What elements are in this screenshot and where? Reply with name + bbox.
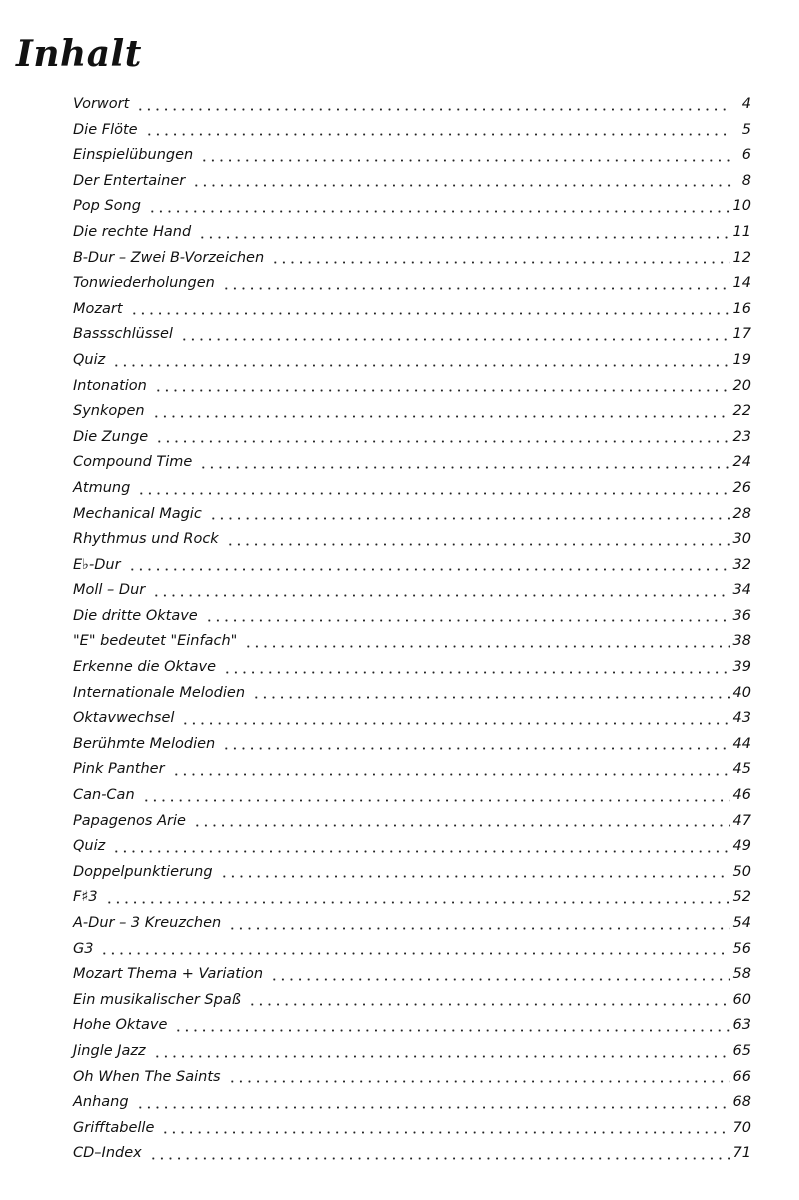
toc-entry-page-number: 30 xyxy=(732,531,751,548)
toc-entry xyxy=(73,860,751,886)
dot-leader xyxy=(223,671,730,674)
toc-entry xyxy=(73,757,751,783)
toc-entry-page-number: 39 xyxy=(732,659,751,676)
dot-leader xyxy=(199,466,729,469)
toc-entry xyxy=(73,1116,751,1142)
dot-leader xyxy=(105,901,730,904)
toc-entry-page-number: 56 xyxy=(732,940,751,957)
toc-entry-title: Doppelpunktierung xyxy=(73,863,213,880)
dot-leader xyxy=(153,1055,730,1058)
toc-entry xyxy=(73,502,751,528)
dot-leader xyxy=(271,261,729,264)
toc-entry-page-number: 4 xyxy=(741,96,751,112)
dot-leader xyxy=(270,978,730,981)
toc-entry xyxy=(73,553,751,579)
toc-entry xyxy=(73,1013,751,1039)
dot-leader xyxy=(181,722,729,725)
toc-entry xyxy=(73,1090,751,1116)
toc-entry-page-number: 50 xyxy=(732,863,751,880)
toc-entry xyxy=(73,348,751,374)
toc-entry-title: Jingle Jazz xyxy=(73,1042,146,1059)
dot-leader xyxy=(155,440,729,443)
toc-entry-title: Oh When The Saints xyxy=(73,1068,221,1085)
toc-entry-page-number: 46 xyxy=(732,787,751,804)
toc-entry xyxy=(73,194,751,220)
toc-entry xyxy=(73,834,751,860)
toc-entry-title: Einspielübungen xyxy=(73,147,194,164)
toc-entry-title: G3 xyxy=(73,940,94,957)
toc-entry-page-number: 23 xyxy=(732,428,751,445)
toc-entry xyxy=(73,118,751,144)
toc-entry-title: Bassschlüssel xyxy=(73,326,173,343)
toc-entry-title: Berühmte Melodien xyxy=(73,735,216,752)
toc-entry-page-number: 70 xyxy=(732,1119,751,1136)
toc-entry xyxy=(73,527,751,553)
toc-entry-page-number: 38 xyxy=(732,633,751,650)
toc-entry-page-number: 6 xyxy=(741,147,751,164)
toc-entry xyxy=(73,322,751,348)
toc-entry-page-number: 26 xyxy=(732,479,751,496)
toc-entry xyxy=(73,476,751,502)
toc-entry xyxy=(73,885,751,911)
table-of-contents xyxy=(73,92,751,1167)
dot-leader xyxy=(193,824,730,827)
toc-entry-page-number: 19 xyxy=(732,351,751,368)
toc-entry-title: Rhythmus und Rock xyxy=(73,531,219,548)
toc-entry-title: Moll – Dur xyxy=(73,582,146,599)
toc-entry-page-number: 40 xyxy=(732,684,751,701)
toc-entry-title: Papagenos Arie xyxy=(73,812,186,829)
toc-entry-title: Die Zunge xyxy=(73,428,149,445)
toc-entry-title: Can-Can xyxy=(73,787,135,804)
dot-leader xyxy=(200,159,732,162)
toc-entry-title: "E" bedeutet "Einfach" xyxy=(73,633,238,650)
toc-entry xyxy=(73,1141,751,1167)
dot-leader xyxy=(205,619,730,622)
dot-leader xyxy=(100,952,729,955)
toc-entry xyxy=(73,425,751,451)
toc-entry xyxy=(73,706,751,732)
toc-entry xyxy=(73,169,751,195)
toc-entry xyxy=(73,246,751,272)
toc-entry-title: Quiz xyxy=(73,351,106,368)
toc-entry-title: Der Entertainer xyxy=(73,172,186,189)
toc-entry-page-number: 17 xyxy=(732,326,751,343)
toc-entry xyxy=(73,220,751,246)
toc-entry-title: E♭-Dur xyxy=(73,556,121,573)
toc-entry xyxy=(73,655,751,681)
toc-entry-page-number: 16 xyxy=(732,300,751,317)
toc-entry-page-number: 65 xyxy=(732,1042,751,1059)
toc-entry-title: Pink Panther xyxy=(73,761,165,778)
toc-entry-title: Die Flöte xyxy=(73,121,138,138)
toc-entry-page-number: 34 xyxy=(732,582,751,599)
dot-leader xyxy=(222,747,729,750)
toc-entry-title: Quiz xyxy=(73,838,106,855)
toc-entry xyxy=(73,399,751,425)
page-title: Inhalt xyxy=(16,33,142,75)
dot-leader xyxy=(137,492,729,495)
toc-entry-title: Hohe Oktave xyxy=(73,1017,168,1034)
toc-entry xyxy=(73,809,751,835)
toc-entry-title: CD–Index xyxy=(73,1145,142,1162)
toc-entry-title: Die rechte Hand xyxy=(73,223,192,240)
toc-entry-title: Synkopen xyxy=(73,403,145,420)
dot-leader xyxy=(226,543,730,546)
toc-entry-title: Erkenne die Oktave xyxy=(73,659,216,676)
toc-entry-page-number: 12 xyxy=(732,249,751,266)
toc-entry-title: Atmung xyxy=(73,479,131,496)
dot-leader xyxy=(161,1131,729,1134)
dot-leader xyxy=(142,799,730,802)
toc-entry-page-number: 32 xyxy=(732,556,751,573)
dot-leader xyxy=(148,210,730,213)
dot-leader xyxy=(136,108,732,111)
toc-entry-title: Mechanical Magic xyxy=(73,505,202,522)
toc-entry xyxy=(73,732,751,758)
toc-entry-page-number: 11 xyxy=(732,223,751,240)
toc-entry-title: Tonwiederholungen xyxy=(73,275,215,292)
toc-entry xyxy=(73,1065,751,1091)
dot-leader xyxy=(128,568,730,571)
dot-leader xyxy=(180,338,730,341)
toc-entry-page-number: 44 xyxy=(732,735,751,752)
toc-entry-page-number: 5 xyxy=(741,121,751,138)
toc-entry-title: Pop Song xyxy=(73,198,141,215)
toc-entry-title: Compound Time xyxy=(73,454,193,471)
toc-entry-page-number: 43 xyxy=(732,710,751,727)
toc-entry xyxy=(73,962,751,988)
toc-entry-page-number: 24 xyxy=(732,454,751,471)
dot-leader xyxy=(112,364,729,367)
toc-entry xyxy=(73,143,751,169)
dot-leader xyxy=(198,236,729,239)
toc-entry-title: Mozart xyxy=(73,300,123,317)
toc-entry-title: B-Dur – Zwei B-Vorzeichen xyxy=(73,249,265,266)
toc-entry-title: Internationale Melodien xyxy=(73,684,246,701)
toc-entry xyxy=(73,988,751,1014)
toc-entry-page-number: 63 xyxy=(732,1017,751,1034)
toc-entry xyxy=(73,911,751,937)
dot-leader xyxy=(192,184,732,187)
toc-entry-page-number: 36 xyxy=(732,607,751,624)
dot-leader xyxy=(172,773,730,776)
dot-leader xyxy=(248,1003,730,1006)
toc-entry-page-number: 22 xyxy=(732,403,751,420)
toc-entry-page-number: 54 xyxy=(732,915,751,931)
toc-entry xyxy=(73,681,751,707)
dot-leader xyxy=(222,287,730,290)
dot-leader xyxy=(220,875,730,878)
toc-entry xyxy=(73,297,751,323)
dot-leader xyxy=(228,927,729,930)
toc-entry-page-number: 47 xyxy=(732,812,751,829)
dot-leader xyxy=(252,696,730,699)
toc-entry-page-number: 68 xyxy=(732,1094,751,1111)
dot-leader xyxy=(136,1106,730,1109)
toc-entry-page-number: 10 xyxy=(732,198,751,215)
toc-entry xyxy=(73,271,751,297)
toc-entry-page-number: 49 xyxy=(732,838,751,855)
dot-leader xyxy=(228,1080,730,1083)
toc-entry-title: Die dritte Oktave xyxy=(73,607,198,624)
toc-entry xyxy=(73,604,751,630)
toc-entry xyxy=(73,1039,751,1065)
dot-leader xyxy=(145,133,732,136)
dot-leader xyxy=(154,389,730,392)
toc-entry-title: Anhang xyxy=(73,1094,129,1111)
toc-entry xyxy=(73,937,751,963)
toc-entry-page-number: 66 xyxy=(732,1068,751,1085)
toc-entry xyxy=(73,629,751,655)
toc-entry xyxy=(73,783,751,809)
toc-entry xyxy=(73,450,751,476)
dot-leader xyxy=(244,645,729,648)
dot-leader xyxy=(130,312,730,315)
toc-entry-title: Grifftabelle xyxy=(73,1119,155,1136)
toc-entry-page-number: 60 xyxy=(732,991,751,1008)
toc-entry-page-number: 58 xyxy=(732,966,751,983)
toc-entry-page-number: 20 xyxy=(732,377,751,394)
dot-leader xyxy=(152,594,729,597)
toc-entry-page-number: 71 xyxy=(732,1145,751,1162)
toc-entry-page-number: 14 xyxy=(732,275,751,292)
dot-leader xyxy=(152,415,730,418)
toc-entry-title: Ein musikalischer Spaß xyxy=(73,991,241,1008)
dot-leader xyxy=(209,517,730,520)
toc-entry xyxy=(73,578,751,604)
toc-entry xyxy=(73,374,751,400)
toc-entry-title: Oktavwechsel xyxy=(73,710,175,727)
toc-entry-page-number: 8 xyxy=(741,172,751,189)
dot-leader xyxy=(112,850,729,853)
toc-entry-title: Vorwort xyxy=(73,96,130,112)
toc-entry-title: F♯3 xyxy=(73,889,98,906)
toc-entry-title: Mozart Thema + Variation xyxy=(73,966,264,983)
toc-entry-page-number: 45 xyxy=(732,761,751,778)
toc-entry-title: Intonation xyxy=(73,377,147,394)
dot-leader xyxy=(174,1029,729,1032)
toc-entry xyxy=(73,92,751,118)
toc-entry-page-number: 52 xyxy=(732,889,751,906)
toc-entry-title: A-Dur – 3 Kreuzchen xyxy=(73,915,222,931)
dot-leader xyxy=(149,1157,730,1160)
toc-entry-page-number: 28 xyxy=(732,505,751,522)
